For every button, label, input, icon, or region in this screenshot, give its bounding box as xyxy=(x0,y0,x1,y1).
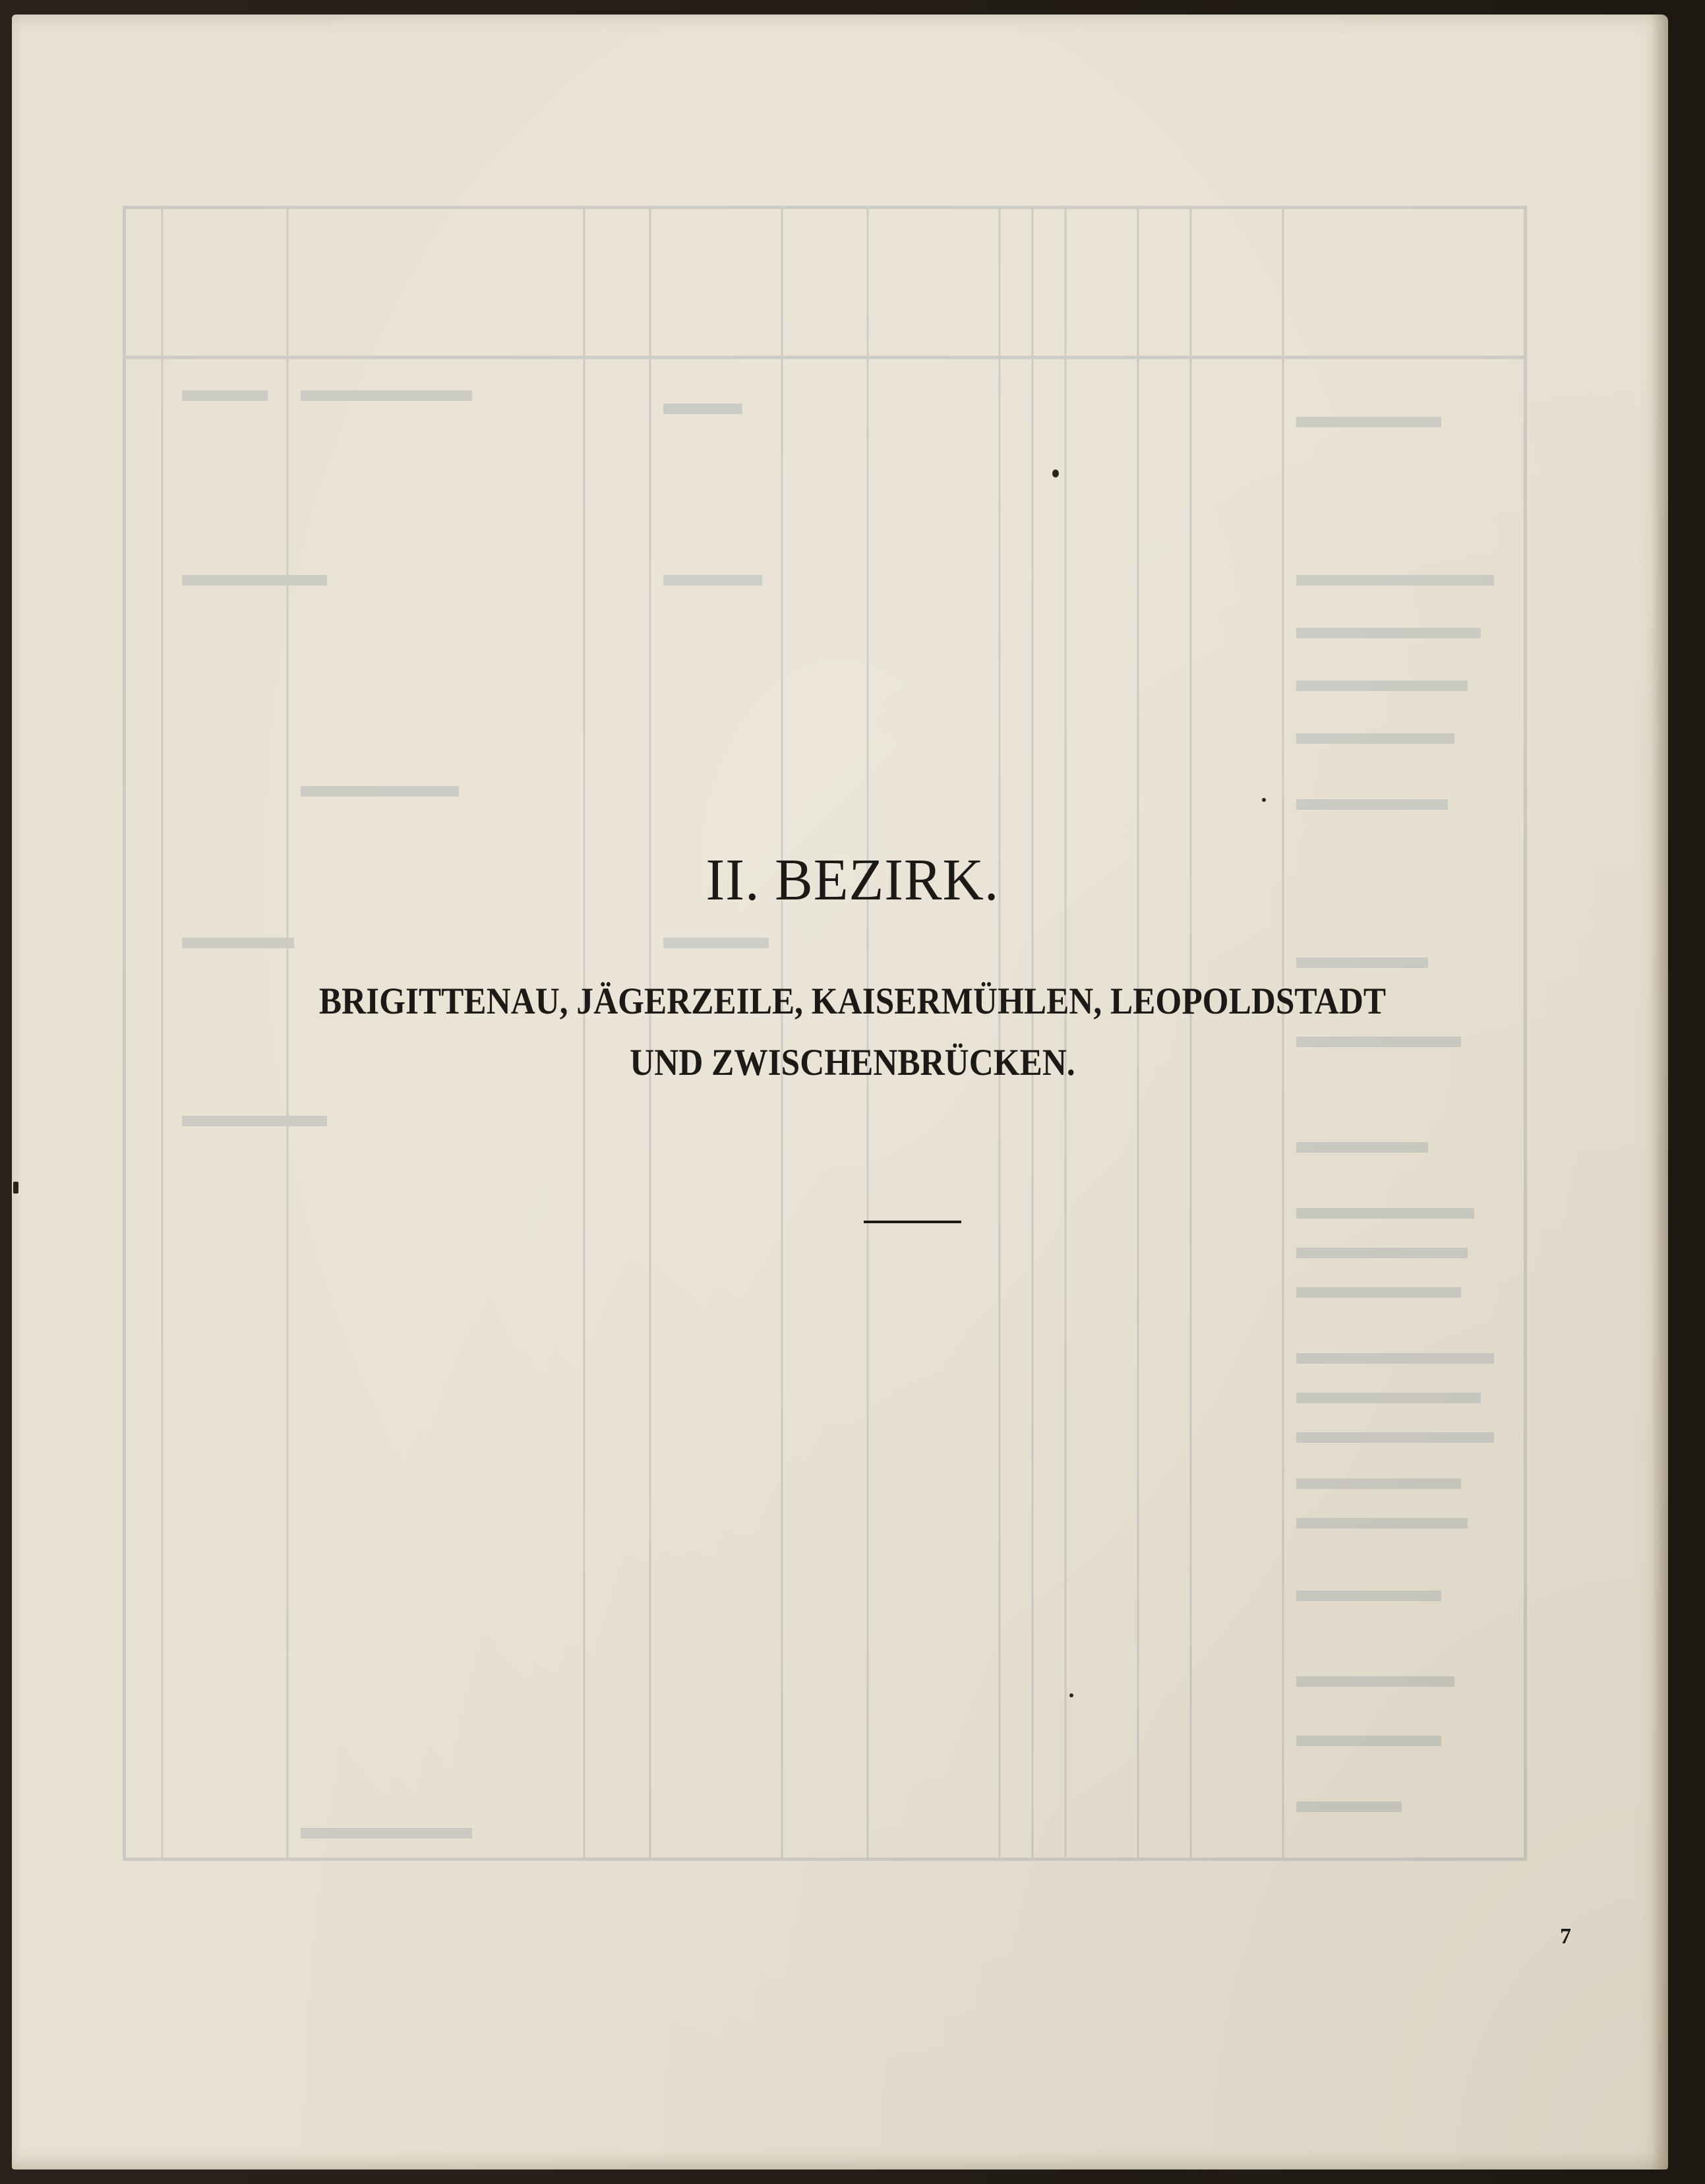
bleed-through-grid xyxy=(123,206,1527,1861)
ink-speck xyxy=(1262,798,1266,802)
ink-speck xyxy=(1069,1693,1073,1697)
district-title: II. BEZIRK. xyxy=(705,847,1000,913)
subtitle-line-1: BRIGITTENAU, JÄGERZEILE, KAISERMÜHLEN, LEOPOLDSTADT xyxy=(318,981,1387,1022)
ink-speck xyxy=(1052,470,1059,477)
subtitle-line-2: UND ZWISCHENBRÜCKEN. xyxy=(630,1042,1075,1083)
book-page xyxy=(12,15,1668,2169)
title-divider xyxy=(864,1221,961,1223)
page-edge-shadow xyxy=(1651,15,1668,2169)
page-number: 7 xyxy=(1560,1924,1571,1949)
binding-mark xyxy=(13,1182,18,1194)
bleed-through-table xyxy=(123,206,1527,1861)
